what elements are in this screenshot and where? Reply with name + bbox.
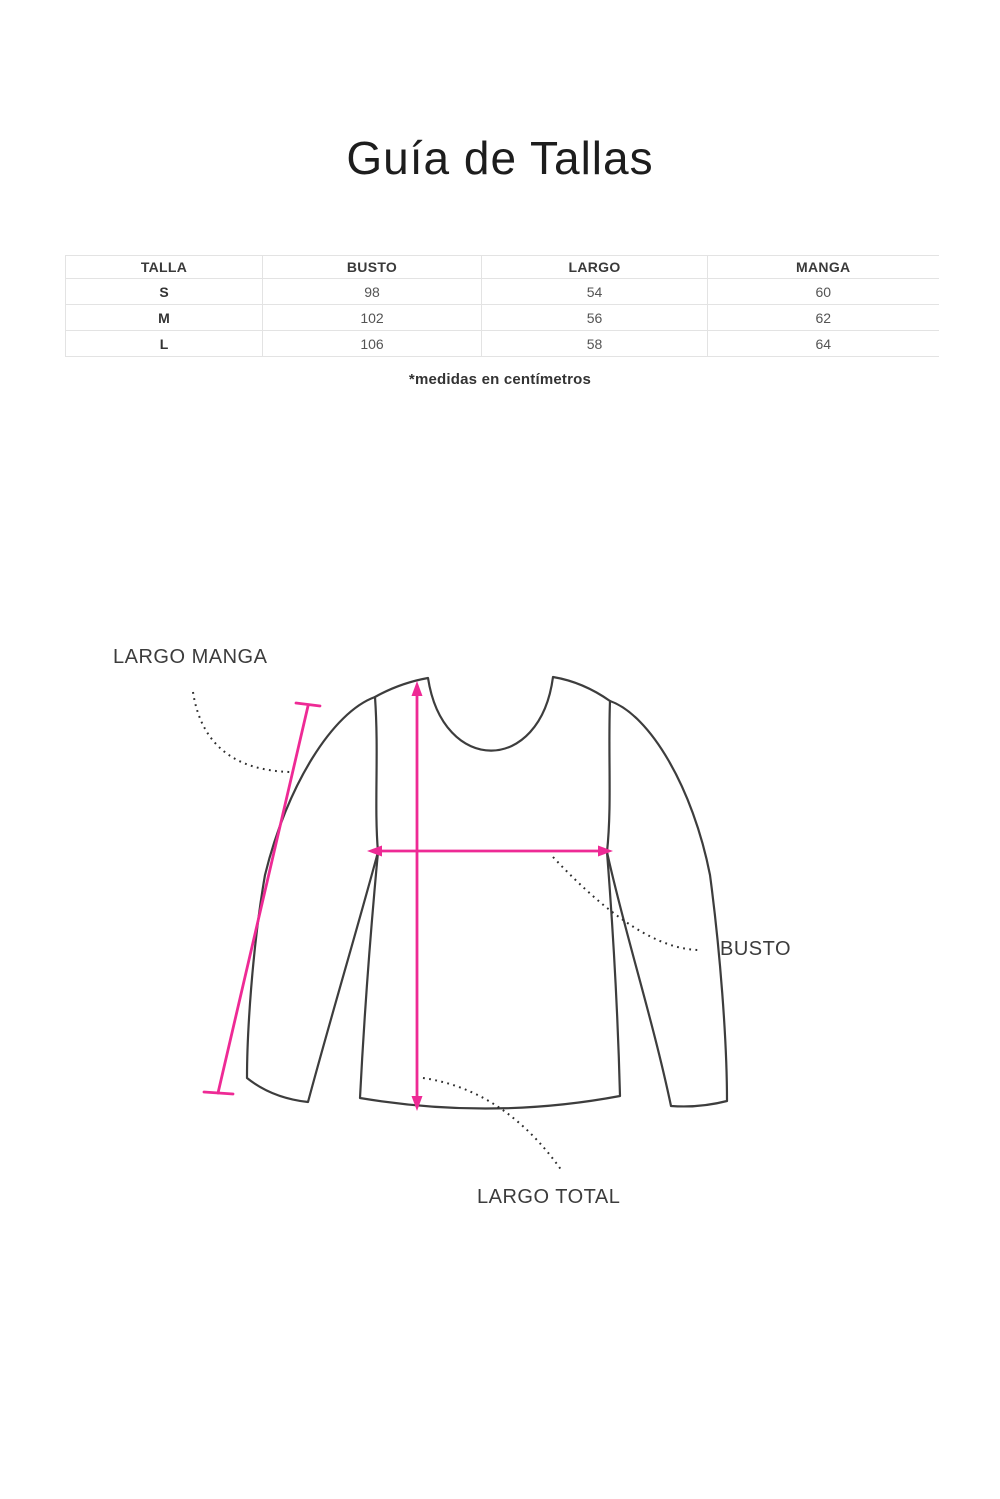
size-label: L bbox=[66, 331, 263, 357]
size-label: S bbox=[66, 279, 263, 305]
table-row-s bbox=[66, 279, 939, 305]
page-title: Guía de Tallas bbox=[346, 131, 654, 184]
garment-outline bbox=[247, 677, 727, 1109]
column-header-largo: LARGO bbox=[482, 256, 708, 279]
busto-value: 106 bbox=[263, 331, 482, 357]
largo-value: 56 bbox=[482, 305, 708, 331]
largo-manga-top-tick bbox=[296, 703, 320, 706]
arrowhead-right-icon bbox=[598, 846, 613, 857]
garment-measurement-diagram bbox=[0, 620, 1000, 1240]
size-table-header-row bbox=[66, 256, 939, 279]
largo-total-callout-curve bbox=[423, 1078, 562, 1171]
right-sleeve-outline bbox=[607, 701, 727, 1106]
busto-callout-curve bbox=[553, 857, 700, 950]
torso-outline bbox=[360, 677, 620, 1109]
arrowhead-up-icon bbox=[412, 681, 423, 696]
largo-value: 58 bbox=[482, 331, 708, 357]
busto-value: 102 bbox=[263, 305, 482, 331]
table-row-l bbox=[66, 331, 939, 357]
left-sleeve-outline bbox=[247, 697, 378, 1102]
measurement-arrowheads bbox=[367, 681, 613, 1111]
measurement-lines bbox=[204, 692, 602, 1100]
column-header-talla: TALLA bbox=[66, 256, 263, 279]
largo-total-label: LARGO TOTAL bbox=[477, 1186, 621, 1208]
largo-manga-measure-line bbox=[218, 706, 308, 1093]
largo-manga-bottom-tick bbox=[204, 1092, 233, 1094]
manga-value: 62 bbox=[708, 305, 939, 331]
largo-manga-callout-curve bbox=[193, 692, 291, 772]
busto-value: 98 bbox=[263, 279, 482, 305]
manga-value: 60 bbox=[708, 279, 939, 305]
measurement-unit-note: *medidas en centímetros bbox=[408, 371, 592, 388]
size-label: M bbox=[66, 305, 263, 331]
busto-label: BUSTO bbox=[720, 938, 792, 960]
table-row-m bbox=[66, 305, 939, 331]
column-header-busto: BUSTO bbox=[263, 256, 482, 279]
callout-curves bbox=[193, 692, 700, 1171]
arrowhead-left-icon bbox=[367, 846, 382, 857]
largo-value: 54 bbox=[482, 279, 708, 305]
size-table bbox=[65, 255, 939, 357]
column-header-manga: MANGA bbox=[708, 256, 939, 279]
largo-manga-label: LARGO MANGA bbox=[113, 646, 268, 668]
manga-value: 64 bbox=[708, 331, 939, 357]
arrowhead-down-icon bbox=[412, 1096, 423, 1111]
